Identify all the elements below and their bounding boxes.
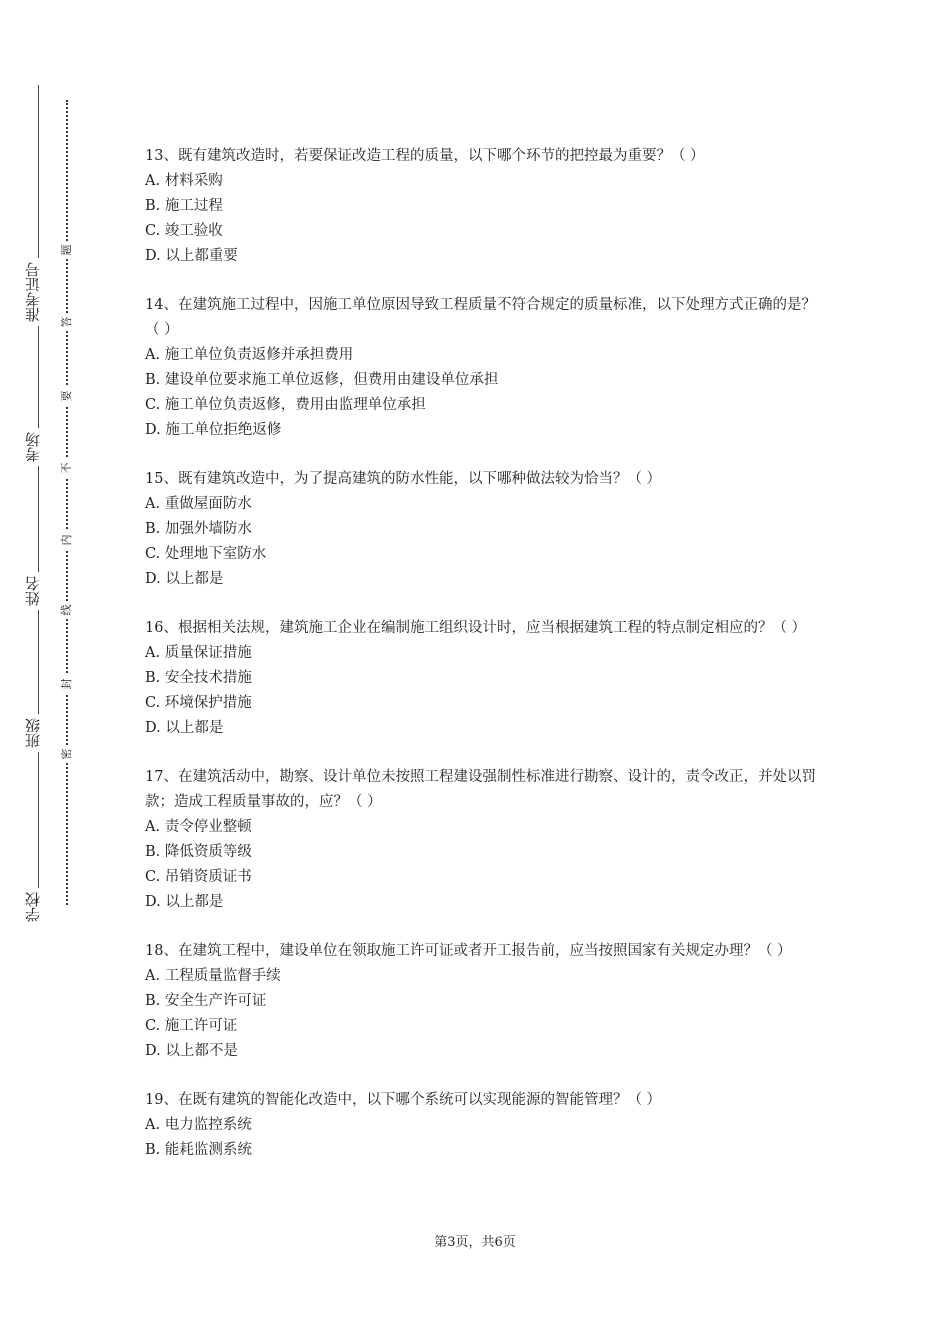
seal-char: 内 [57,531,77,549]
field-label-class: 班级 [20,714,46,752]
question-list [145,144,825,1187]
field-label-name: 姓名 [20,572,46,610]
question-17 [145,765,825,915]
option-a: A. 施工单位负责返修并承担费用 [145,347,354,363]
page-number: 第3页，共6页 [434,1235,516,1250]
option-d: D. 以上都是 [145,894,224,910]
option-a: A. 重做屋面防水 [145,496,252,512]
seal-char: 答 [57,313,77,331]
option-b: B. 建设单位要求施工单位返修，但费用由建设单位承担 [145,372,499,388]
seal-char: 题 [57,241,77,259]
question-19 [145,1088,825,1163]
option-c: C. 竣工验收 [145,223,223,239]
question-stem: 16、根据相关法规，建筑施工企业在编制施工组织设计时，应当根据建筑工程的特点制定相应的？（ ） [145,620,807,636]
question-stem: 13、既有建筑改造时，若要保证改造工程的质量，以下哪个环节的把控最为重要？（ ） [145,148,705,164]
option-d: D. 施工单位拒绝返修 [145,422,282,438]
seal-dotted-line [66,100,68,905]
option-b: B. 安全生产许可证 [145,993,267,1009]
option-b: B. 降低资质等级 [145,844,252,860]
option-a: A. 电力监控系统 [145,1117,252,1133]
option-a: A. 材料采购 [145,173,223,189]
field-label-school: 学校 [20,888,46,926]
field-label-exam-id: 准考证号 [20,258,46,326]
option-c: C. 处理地下室防水 [145,546,267,562]
option-c: C. 施工单位负责返修，费用由监理单位承担 [145,397,426,413]
seal-char: 线 [57,601,77,619]
seal-char: 封 [57,675,77,693]
question-stem: 14、在建筑施工过程中，因施工单位原因导致工程质量不符合规定的质量标准，以下处理方式正确的是？（ ） [145,297,816,338]
question-stem: 18、在建筑工程中，建设单位在领取施工许可证或者开工报告前，应当按照国家有关规定办理？（ ） [145,943,792,959]
question-14 [145,293,825,443]
question-15 [145,467,825,592]
question-stem: 15、既有建筑改造中，为了提高建筑的防水性能，以下哪种做法较为恰当？（ ） [145,471,662,487]
question-13 [145,144,825,269]
question-18 [145,939,825,1064]
question-16 [145,616,825,741]
seal-char: 密 [57,745,77,763]
option-d: D. 以上都不是 [145,1043,238,1059]
field-label-exam-room: 考场 [20,428,46,466]
option-a: A. 工程质量监督手续 [145,968,281,984]
seal-char: 不 [57,459,77,477]
option-c: C. 环境保护措施 [145,695,252,711]
option-b: B. 加强外墙防水 [145,521,252,537]
option-d: D. 以上都是 [145,720,224,736]
option-c: C. 吊销资质证书 [145,869,252,885]
option-a: A. 质量保证措施 [145,645,252,661]
option-b: B. 安全技术措施 [145,670,252,686]
binding-line [38,85,39,920]
seal-char: 要 [57,387,77,405]
option-b: B. 施工过程 [145,198,223,214]
option-d: D. 以上都重要 [145,248,238,264]
question-stem: 19、在既有建筑的智能化改造中，以下哪个系统可以实现能源的智能管理？（ ） [145,1092,662,1108]
option-d: D. 以上都是 [145,571,224,587]
option-c: C. 施工许可证 [145,1018,238,1034]
option-a: A. 责令停业整顿 [145,819,252,835]
question-stem: 17、在建筑活动中，勘察、设计单位未按照工程建设强制性标准进行勘察、设计的，责令改正，并处以罚款；造成工程质量事故的，应？（ ） [145,769,816,810]
option-b: B. 能耗监测系统 [145,1142,252,1158]
